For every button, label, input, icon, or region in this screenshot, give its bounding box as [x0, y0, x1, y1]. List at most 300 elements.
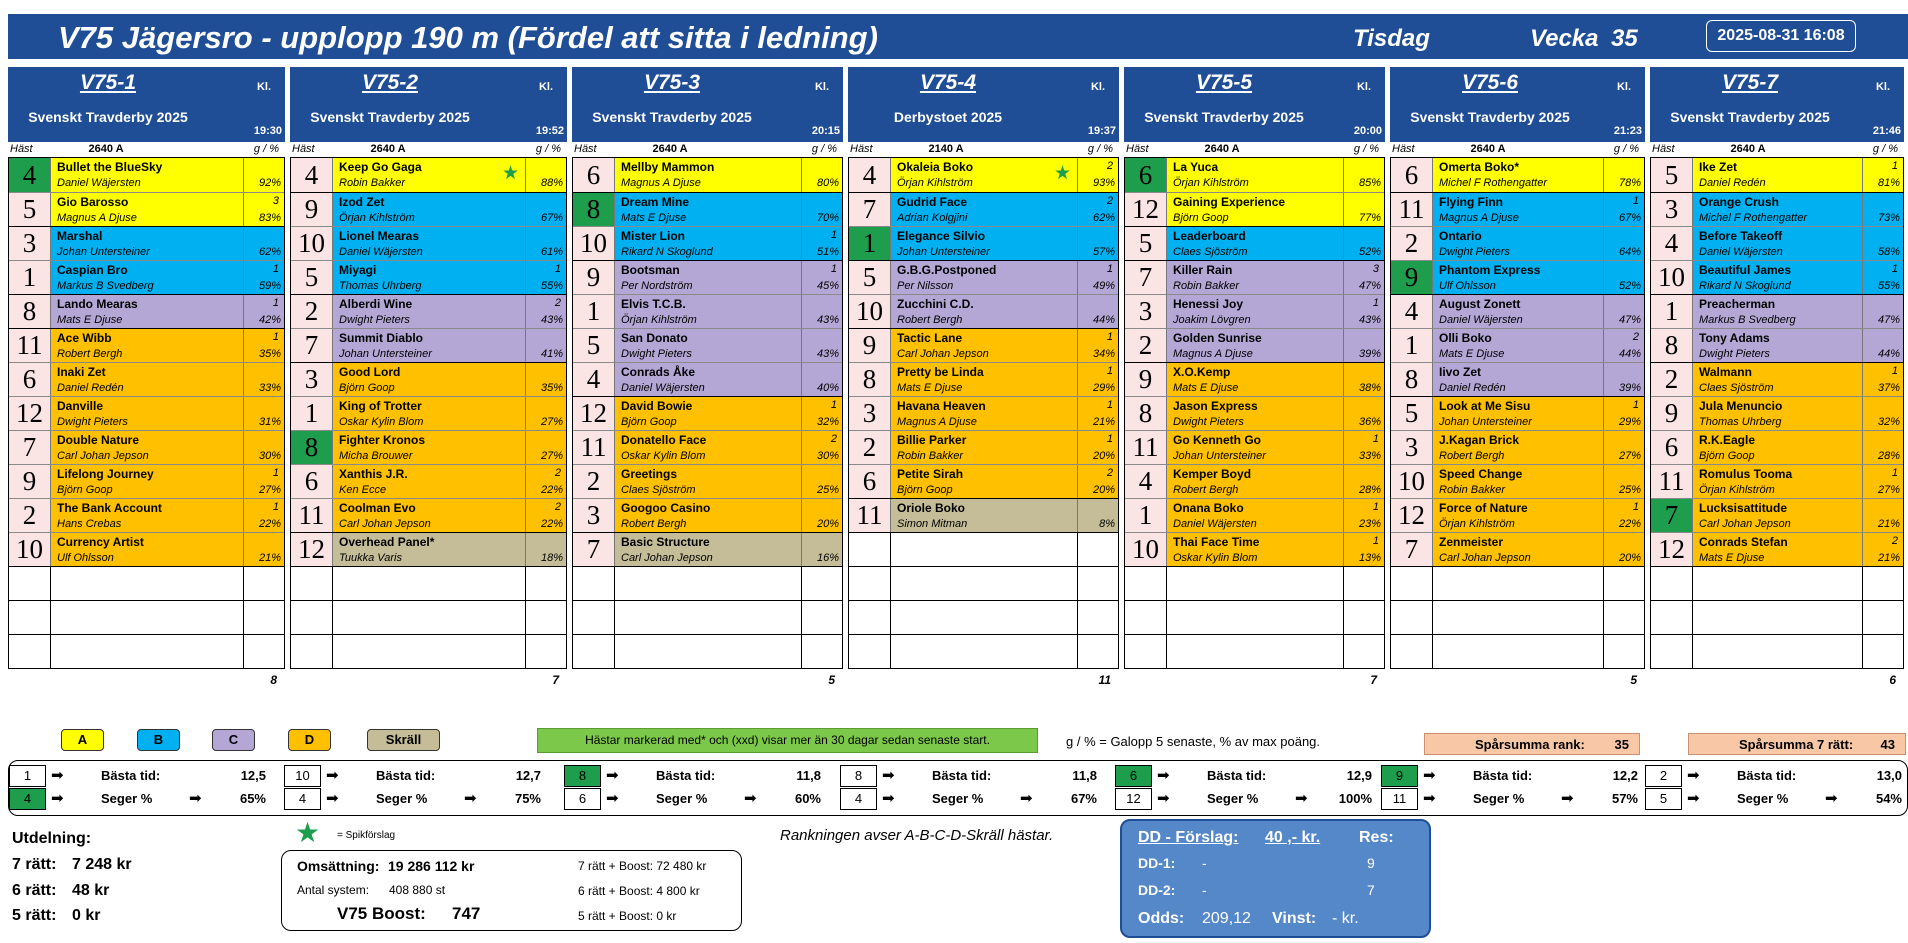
horse-info: [1693, 261, 1863, 294]
gallop-count: 1: [1372, 501, 1379, 513]
horse-row[interactable]: [9, 430, 284, 464]
race-column: [1390, 67, 1645, 689]
horse-row[interactable]: [849, 498, 1118, 532]
count-value: 11: [1098, 673, 1111, 687]
horse-name: Danville: [57, 399, 104, 413]
horse-name: X.O.Kemp: [1173, 365, 1231, 379]
driver-name: Örjan Kihlström: [1699, 484, 1775, 496]
horse-row[interactable]: [1651, 498, 1903, 532]
horse-row[interactable]: [1651, 158, 1903, 192]
driver-name: Magnus A Djuse: [1439, 212, 1519, 224]
empty-info: [1693, 635, 1863, 668]
horse-row[interactable]: [9, 158, 284, 192]
horse-row[interactable]: [573, 396, 842, 430]
gallop-count: 1: [272, 467, 279, 479]
gp-cell: [802, 261, 842, 294]
gallop-count: 1: [1632, 399, 1639, 411]
gp-cell: [802, 533, 842, 566]
horse-name: Alberdi Wine: [339, 297, 413, 311]
empty-gp: [802, 601, 842, 634]
race-name: V75-3: [643, 71, 701, 94]
driver-name: Carl Johan Jepson: [1699, 518, 1791, 530]
horse-name: Zucchini C.D.: [897, 297, 974, 311]
hast-label: Häst: [574, 143, 597, 155]
race-time: 19:52: [535, 125, 564, 137]
start-number: 11: [291, 499, 333, 532]
driver-name: Oskar Kylin Blom: [621, 450, 706, 462]
horse-row[interactable]: [9, 294, 284, 328]
start-number: 7: [573, 533, 615, 566]
race-column: [8, 67, 285, 689]
points-percent: 43%: [540, 314, 563, 326]
empty-row: [1125, 634, 1384, 668]
driver-name: Magnus A Djuse: [621, 177, 701, 189]
horse-name: The Bank Account: [57, 501, 162, 515]
horse-row[interactable]: [1651, 192, 1903, 226]
horse-info: [891, 329, 1078, 362]
horse-row[interactable]: [573, 430, 842, 464]
horse-row[interactable]: [291, 498, 566, 532]
points-percent: 80%: [816, 177, 839, 189]
horse-row[interactable]: [1651, 328, 1903, 362]
horse-row[interactable]: [9, 532, 284, 566]
empty-row: [9, 634, 284, 668]
horse-info: [51, 431, 244, 464]
horse-row[interactable]: [1391, 362, 1644, 396]
driver-name: Dwight Pieters: [621, 348, 692, 360]
stats-bar: [8, 760, 1908, 816]
points-percent: 27%: [1877, 484, 1900, 496]
horse-row[interactable]: [849, 464, 1118, 498]
driver-name: Ken Ecce: [339, 484, 387, 496]
win-percent-value: 54%: [1875, 791, 1902, 806]
win-number: 4: [284, 788, 321, 810]
horse-info: [891, 465, 1078, 498]
driver-name: Markus B Svedberg: [57, 280, 154, 292]
horse-grid: [1650, 157, 1904, 669]
win-number: 11: [1381, 788, 1418, 810]
empty-info: [1693, 567, 1863, 600]
horse-info: [615, 193, 802, 226]
points-percent: 44%: [1618, 348, 1641, 360]
star-icon: ★: [1053, 163, 1071, 184]
driver-name: Örjan Kihlström: [1173, 177, 1249, 189]
horse-row[interactable]: [849, 294, 1118, 328]
horse-row[interactable]: [291, 294, 566, 328]
horse-row[interactable]: [1125, 532, 1384, 566]
horse-row[interactable]: [1125, 396, 1384, 430]
horse-row[interactable]: [9, 192, 284, 226]
race-distance: 2640 A: [1470, 143, 1506, 155]
horse-row[interactable]: [291, 226, 566, 260]
empty-number: [849, 635, 891, 668]
start-number: 4: [573, 363, 615, 396]
horse-grid: [1124, 157, 1385, 669]
info-note: Hästar markerad med* och (xxd) visar mer än 30 dagar sedan senaste start.: [537, 728, 1038, 753]
driver-name: Johan Untersteiner: [897, 246, 990, 258]
horse-name: King of Trotter: [339, 399, 422, 413]
system-value: 408 880 st: [389, 883, 446, 897]
horse-row[interactable]: [1391, 226, 1644, 260]
stat-block: [9, 765, 274, 813]
horse-row[interactable]: [1651, 464, 1903, 498]
driver-name: Rikard N Skoglund: [1699, 280, 1791, 292]
race-track: Svenskt Travderby 2025: [1410, 109, 1570, 125]
start-number: 6: [1391, 158, 1433, 192]
arrow-right-icon: ➡: [1157, 767, 1170, 784]
empty-number: [1651, 635, 1693, 668]
sparsumma-rank: [1424, 733, 1640, 755]
gallop-count: 1: [1106, 331, 1113, 343]
horse-row[interactable]: [9, 396, 284, 430]
horse-name: Caspian Bro: [57, 263, 128, 277]
horse-row[interactable]: [1125, 328, 1384, 362]
horse-row[interactable]: [573, 532, 842, 566]
driver-name: Björn Goop: [1173, 212, 1229, 224]
race-track: Svenskt Travderby 2025: [592, 109, 752, 125]
start-number: 9: [9, 465, 51, 498]
vinst-label: Vinst:: [1272, 910, 1317, 927]
points-percent: 38%: [1358, 382, 1381, 394]
driver-name: Robin Bakker: [1173, 280, 1240, 292]
driver-name: Daniel Redén: [57, 382, 124, 394]
horse-grid: [290, 157, 567, 669]
gp-cell: [244, 227, 284, 260]
horse-name: Mister Lion: [621, 229, 686, 243]
driver-name: Carl Johan Jepson: [1439, 552, 1531, 564]
gp-cell: [1863, 431, 1903, 464]
horse-row[interactable]: [849, 226, 1118, 260]
horse-row[interactable]: [1391, 294, 1644, 328]
empty-gp: [1078, 567, 1118, 600]
horse-row[interactable]: [1125, 294, 1384, 328]
driver-name: Hans Crebas: [57, 518, 122, 530]
horse-info: [333, 295, 526, 328]
horse-row[interactable]: [573, 260, 842, 294]
stat-block: [284, 765, 549, 813]
gp-cell: [1604, 261, 1644, 294]
best-time-number: 8: [840, 765, 877, 787]
points-percent: 21%: [1877, 552, 1900, 564]
horse-info: [1167, 363, 1344, 396]
points-percent: 34%: [1092, 348, 1115, 360]
driver-name: Adrian Kolgjini: [897, 212, 968, 224]
horse-row[interactable]: [1651, 260, 1903, 294]
horse-row[interactable]: [1125, 464, 1384, 498]
horse-row[interactable]: [1651, 294, 1903, 328]
empty-gp: [1604, 567, 1644, 600]
arrow-right-icon: ➡: [326, 790, 339, 807]
best-time-value: 12,9: [1346, 768, 1372, 783]
horse-row[interactable]: [1651, 430, 1903, 464]
best-time-value: 11,8: [796, 768, 821, 783]
horse-row[interactable]: [1391, 192, 1644, 226]
horse-row[interactable]: [1391, 464, 1644, 498]
horse-row[interactable]: [1125, 430, 1384, 464]
dd2-label: DD-2:: [1138, 882, 1176, 898]
empty-number: [1391, 635, 1433, 668]
horse-name: Fighter Kronos: [339, 433, 425, 447]
driver-name: Robin Bakker: [339, 177, 406, 189]
horse-row[interactable]: [1125, 362, 1384, 396]
start-number: 2: [1125, 329, 1167, 362]
points-percent: 32%: [1877, 416, 1900, 428]
horse-row[interactable]: [1651, 396, 1903, 430]
empty-number: [1125, 601, 1167, 634]
points-percent: 83%: [258, 212, 281, 224]
horse-row[interactable]: [1391, 328, 1644, 362]
horse-info: [333, 261, 526, 294]
empty-info: [891, 533, 1078, 566]
horse-row[interactable]: [573, 328, 842, 362]
points-percent: 55%: [1877, 280, 1900, 292]
sub-header: [1650, 142, 1904, 157]
empty-row: [291, 566, 566, 600]
gallop-count: 1: [830, 263, 837, 275]
horse-row[interactable]: [291, 328, 566, 362]
horse-row[interactable]: [1651, 532, 1903, 566]
arrow-right-icon: ➡: [1423, 790, 1436, 807]
horse-row[interactable]: [1391, 532, 1644, 566]
gp-cell: [1344, 193, 1384, 226]
horse-info: [891, 158, 1078, 192]
horse-row[interactable]: [1391, 396, 1644, 430]
horse-info: [333, 499, 526, 532]
horse-info: [1167, 295, 1344, 328]
points-percent: 18%: [540, 552, 563, 564]
driver-name: Dwight Pieters: [339, 314, 410, 326]
gp-cell: [1078, 499, 1118, 532]
horse-info: [1693, 499, 1863, 532]
empty-row: [1391, 600, 1644, 634]
points-percent: 43%: [816, 314, 839, 326]
week-number: 35: [1611, 25, 1638, 52]
empty-number: [9, 601, 51, 634]
horse-row[interactable]: [573, 294, 842, 328]
horse-info: [1167, 431, 1344, 464]
gallop-count: 1: [1632, 195, 1639, 207]
horse-row[interactable]: [849, 260, 1118, 294]
omsattning-box: [281, 850, 742, 931]
horse-name: Okaleia Boko: [897, 160, 974, 174]
horse-row[interactable]: [573, 226, 842, 260]
horse-row[interactable]: [291, 396, 566, 430]
horse-row[interactable]: [849, 396, 1118, 430]
gp-cell: [1344, 533, 1384, 566]
starter-count: [572, 669, 843, 689]
horse-row[interactable]: [849, 430, 1118, 464]
spik-label: = Spikförslag: [337, 830, 396, 841]
horse-row[interactable]: [849, 328, 1118, 362]
horse-row[interactable]: [9, 260, 284, 294]
horse-name: Miyagi: [339, 263, 377, 277]
horse-row[interactable]: [573, 192, 842, 226]
horse-row[interactable]: [291, 430, 566, 464]
gp-cell: [1344, 329, 1384, 362]
gp-cell: [1078, 227, 1118, 260]
gp-cell: [244, 363, 284, 396]
horse-row[interactable]: [1391, 260, 1644, 294]
arrow-right-icon: ➡: [1561, 790, 1574, 807]
hast-label: Häst: [292, 143, 315, 155]
stat-block: [1381, 765, 1646, 813]
gp-label: g / %: [253, 143, 279, 155]
race-column: [1124, 67, 1385, 689]
points-percent: 43%: [816, 348, 839, 360]
empty-row: [291, 634, 566, 668]
points-percent: 42%: [258, 314, 281, 326]
win-percent-label: Seger %: [656, 791, 708, 806]
gp-cell: [526, 465, 566, 498]
horse-row[interactable]: [1651, 362, 1903, 396]
race-track: Derbystoet 2025: [893, 109, 1003, 125]
horse-row[interactable]: [573, 158, 842, 192]
points-percent: 67%: [1618, 212, 1641, 224]
empty-gp: [1604, 601, 1644, 634]
race-header: [572, 67, 843, 142]
empty-number: [849, 533, 891, 566]
points-percent: 23%: [1358, 518, 1381, 530]
race-time: 21:46: [1872, 125, 1901, 137]
horse-row[interactable]: [291, 158, 566, 192]
horse-row[interactable]: [9, 328, 284, 362]
points-percent: 27%: [258, 484, 281, 496]
start-number: 7: [1125, 261, 1167, 294]
gp-cell: [1344, 363, 1384, 396]
horse-info: [333, 431, 526, 464]
gp-cell: [1604, 499, 1644, 532]
horse-name: Golden Sunrise: [1173, 331, 1262, 345]
horse-row[interactable]: [291, 464, 566, 498]
gallop-count: 2: [554, 501, 561, 513]
empty-number: [849, 601, 891, 634]
horse-row[interactable]: [291, 362, 566, 396]
horse-info: [615, 363, 802, 396]
horse-row[interactable]: [573, 464, 842, 498]
gp-cell: [1604, 465, 1644, 498]
horse-row[interactable]: [1651, 226, 1903, 260]
start-number: 6: [1651, 431, 1693, 464]
horse-row[interactable]: [1391, 498, 1644, 532]
start-number: 8: [573, 193, 615, 226]
best-time-value: 13,0: [1876, 768, 1902, 783]
driver-name: Daniel Redén: [1699, 177, 1766, 189]
empty-info: [891, 567, 1078, 600]
arrow-right-icon: ➡: [882, 767, 895, 784]
horse-row[interactable]: [9, 498, 284, 532]
utdelning-title: Utdelning:: [12, 830, 92, 847]
horse-name: Lifelong Journey: [57, 467, 154, 481]
horse-name: Jason Express: [1173, 399, 1258, 413]
horse-row[interactable]: [573, 498, 842, 532]
gp-cell: [1863, 295, 1903, 328]
horse-name: Beautiful James: [1699, 263, 1792, 277]
race-time: 20:00: [1353, 125, 1382, 137]
start-number: 3: [1651, 193, 1693, 226]
horse-info: [51, 158, 244, 192]
horse-name: Preacherman: [1699, 297, 1776, 311]
horse-name: Currency Artist: [57, 535, 144, 549]
gp-cell: [1604, 363, 1644, 396]
gp-cell: [802, 158, 842, 192]
horse-info: [1433, 499, 1604, 532]
horse-info: [1167, 499, 1344, 532]
horse-row[interactable]: [1125, 158, 1384, 192]
start-number: 12: [1391, 499, 1433, 532]
driver-name: Joakim Lövgren: [1173, 314, 1251, 326]
horse-row[interactable]: [9, 464, 284, 498]
horse-info: [1433, 363, 1604, 396]
gp-cell: [802, 329, 842, 362]
start-number: 2: [1651, 363, 1693, 396]
horse-info: [333, 329, 526, 362]
gallop-count: 1: [1891, 160, 1898, 172]
driver-name: Dwight Pieters: [1699, 348, 1770, 360]
points-percent: 22%: [540, 484, 563, 496]
empty-info: [51, 635, 244, 668]
horse-row[interactable]: [291, 260, 566, 294]
arrow-right-icon: ➡: [1687, 767, 1700, 784]
empty-info: [891, 635, 1078, 668]
horse-info: [51, 261, 244, 294]
gp-cell: [244, 465, 284, 498]
horse-row[interactable]: [291, 532, 566, 566]
horse-row[interactable]: [1125, 260, 1384, 294]
arrow-right-icon: ➡: [1687, 790, 1700, 807]
horse-row[interactable]: [9, 362, 284, 396]
points-percent: 13%: [1358, 552, 1381, 564]
points-percent: 70%: [816, 212, 839, 224]
horse-row[interactable]: [849, 362, 1118, 396]
horse-row[interactable]: [1125, 226, 1384, 260]
horse-row[interactable]: [1125, 498, 1384, 532]
gallop-count: 1: [1891, 263, 1898, 275]
horse-row[interactable]: [1125, 192, 1384, 226]
horse-name: J.Kagan Brick: [1439, 433, 1520, 447]
start-number: 5: [1651, 158, 1693, 192]
start-number: 8: [849, 363, 891, 396]
race-column: [290, 67, 567, 689]
gp-explanation: g / % = Galopp 5 senaste, % av max poäng.: [1066, 734, 1321, 749]
horse-row[interactable]: [9, 226, 284, 260]
gp-cell: [1078, 295, 1118, 328]
gp-cell: [1344, 465, 1384, 498]
points-percent: 40%: [816, 382, 839, 394]
horse-info: [615, 158, 802, 192]
horse-row[interactable]: [1391, 430, 1644, 464]
start-number: 11: [9, 329, 51, 362]
gallop-count: 1: [1891, 365, 1898, 377]
driver-name: Per Nilsson: [897, 280, 954, 292]
arrow-right-icon: ➡: [326, 767, 339, 784]
race-column: [572, 67, 843, 689]
arrow-right-icon: ➡: [1020, 790, 1033, 807]
race-column: [1650, 67, 1904, 689]
horse-row[interactable]: [573, 362, 842, 396]
points-percent: 62%: [258, 246, 281, 258]
horse-info: [1433, 329, 1604, 362]
driver-name: Daniel Wäjersten: [57, 177, 141, 189]
starter-count: [848, 669, 1119, 689]
race-header: [1390, 67, 1645, 142]
horse-row[interactable]: [849, 158, 1118, 192]
horse-row[interactable]: [1391, 158, 1644, 192]
race-header: [8, 67, 285, 142]
horse-row[interactable]: [849, 192, 1118, 226]
horse-row[interactable]: [291, 192, 566, 226]
driver-name: Daniel Redén: [1439, 382, 1506, 394]
empty-info: [615, 601, 802, 634]
